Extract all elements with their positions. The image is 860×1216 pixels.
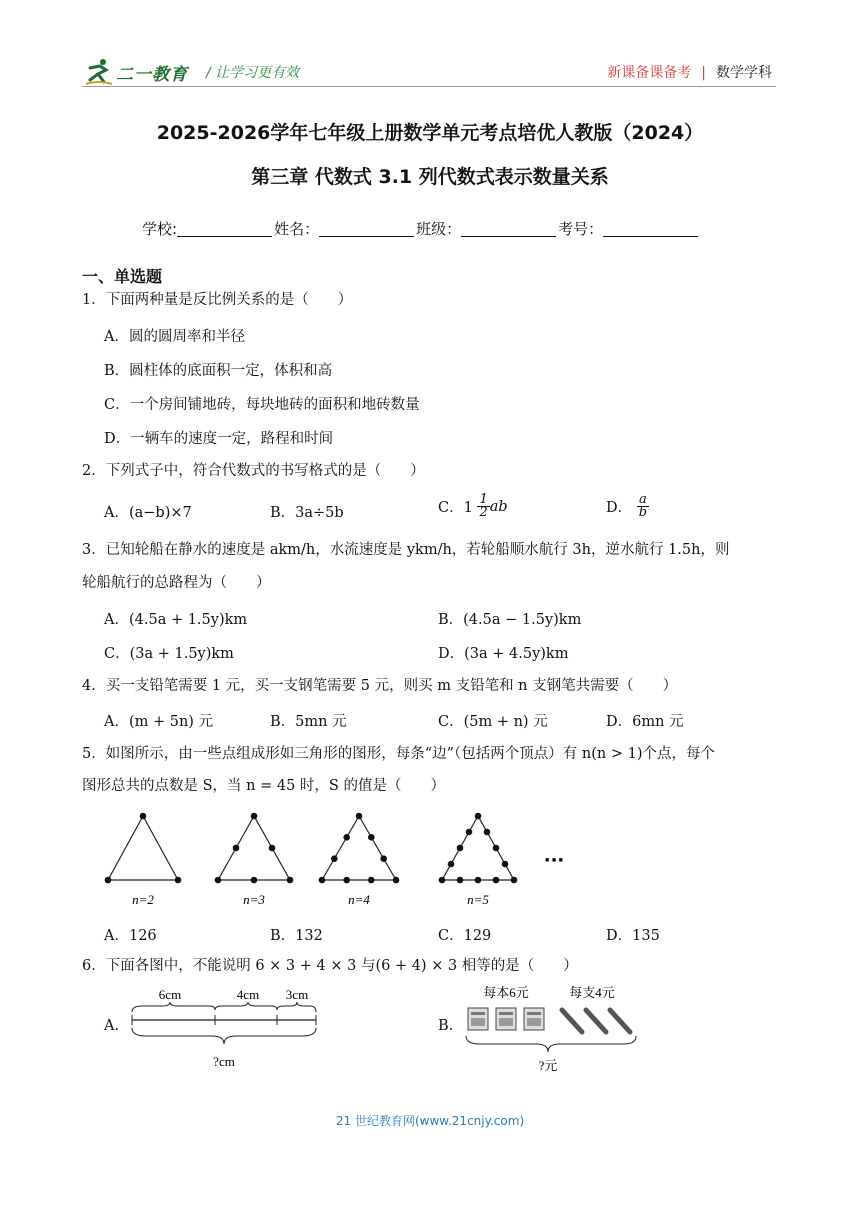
- figure-ellipsis: ···: [543, 850, 565, 871]
- frac-denominator: 2: [479, 505, 488, 520]
- header-divider: [82, 86, 776, 87]
- q5-option-b: B．132: [270, 928, 323, 944]
- q4-option-d: D．6mn 元: [606, 714, 684, 730]
- name-label: 姓名：: [274, 220, 320, 238]
- q1-option-a: A．圆的圆周率和半径: [104, 329, 245, 345]
- q2-option-c: [438, 494, 508, 519]
- question-4-stem: 4．买一支铅笔需要 1 元，买一支钢笔需要 5 元，则买 m 支铅笔和 n 支钢笔共需要（ ）: [82, 678, 678, 694]
- q4-option-c: C．(5m + n) 元: [438, 714, 548, 730]
- book-icon: [468, 1008, 488, 1030]
- header-subject-label: 数学学科: [716, 65, 772, 81]
- logo-text: 二一教育: [116, 64, 188, 85]
- q1-option-c: C．一个房间铺地砖，每块地砖的面积和地砖数量: [104, 397, 420, 413]
- footer-source[interactable]: 21 世纪教育网(www.21cnjy.com): [335, 1114, 525, 1128]
- q5-option-c: C．129: [438, 928, 492, 944]
- q2-option-c-label: C．1: [438, 500, 473, 516]
- triangle-n3: [215, 813, 294, 907]
- question-1-stem: 1．下面两种量是反比例关系的是（ ）: [82, 292, 353, 308]
- number-field[interactable]: [603, 218, 698, 237]
- class-label: 班级：: [416, 220, 462, 238]
- total-label-cm: ?cm: [213, 1054, 235, 1069]
- segment-label-3cm: 3cm: [285, 987, 309, 1002]
- school-label: 学校:: [142, 220, 178, 238]
- pen-icon: [562, 1010, 582, 1032]
- pen-icon: [586, 1010, 606, 1032]
- segment-label-6cm: 6cm: [158, 987, 182, 1002]
- student-info: [142, 218, 700, 239]
- triangle-n4: [319, 813, 400, 907]
- label-n2: n=2: [132, 892, 154, 907]
- q2-option-b: B．3a÷5b: [270, 505, 344, 521]
- slogan: / 让学习更有效: [206, 65, 300, 81]
- question-2-stem: 2．下列式子中，符合代数式的书写格式的是（ ）: [82, 463, 425, 479]
- label-n3: n=3: [243, 892, 265, 907]
- q3-option-b: B．(4.5a − 1.5y)km: [438, 612, 582, 628]
- header-course-label: 新课备课备考: [607, 65, 692, 81]
- q2-option-c-fraction: [477, 494, 489, 519]
- q1-option-b: B．圆柱体的底面积一定，体积和高: [104, 363, 333, 379]
- frac-numerator: 1: [479, 492, 488, 507]
- question-3-stem-line1: 3．已知轮船在静水的速度是 akm/h，水流速度是 ykm/h，若轮船顺水航行 3h，逆水航行 1.5h，则: [82, 542, 730, 558]
- q4-option-a: A．(m + 5n) 元: [104, 714, 214, 730]
- book-icon: [524, 1008, 544, 1030]
- q2-option-d-label: D．: [606, 500, 633, 516]
- segment-label-4cm: 4cm: [236, 987, 260, 1002]
- triangle-dot-figures: [96, 808, 576, 910]
- doc-title: 2025-2026学年七年级上册数学单元考点培优人教版（2024）: [156, 122, 704, 144]
- class-field[interactable]: [461, 218, 556, 237]
- q6-option-b-label: B.: [438, 1018, 454, 1034]
- pen-price-label: 每支4元: [569, 985, 615, 1000]
- label-n4: n=4: [348, 892, 370, 907]
- header-brand: [84, 58, 299, 86]
- book-price-label: 每本6元: [483, 985, 529, 1000]
- q1-option-d: D．一辆车的速度一定，路程和时间: [104, 431, 334, 447]
- q3-option-d: D．(3a + 4.5y)km: [438, 646, 569, 662]
- label-n5: n=5: [467, 892, 489, 907]
- q5-option-a: A．126: [104, 928, 157, 944]
- header-separator: |: [701, 65, 706, 81]
- doc-subtitle: 第三章 代数式 3.1 列代数式表示数量关系: [251, 166, 609, 188]
- frac-denominator: b: [638, 505, 648, 520]
- school-field[interactable]: [177, 218, 272, 237]
- q3-option-c: C．(3a + 1.5y)km: [104, 646, 234, 662]
- question-5-stem-line2: 图形总共的点数是 S，当 n = 45 时，S 的值是（ ）: [82, 778, 445, 794]
- q6-option-a-label: A.: [104, 1018, 120, 1034]
- q2-option-c-tail: ab: [489, 498, 508, 515]
- header-subject: [607, 62, 772, 82]
- triangle-n2: [105, 813, 182, 907]
- question-3-stem-line2: 轮船航行的总路程为（ ）: [82, 575, 271, 591]
- total-label-yuan: ?元: [538, 1058, 558, 1073]
- name-field[interactable]: [319, 218, 414, 237]
- triangle-n5: [439, 813, 518, 907]
- question-5-stem-line1: 5．如图所示，由一些点组成形如三角形的图形，每条“边”（包括两个顶点）有 n(n > 1)个点，每个: [82, 746, 715, 762]
- q6-figure-a: [122, 984, 332, 1074]
- q2-option-d: [606, 494, 649, 519]
- book-icon: [496, 1008, 516, 1030]
- frac-numerator: a: [637, 494, 649, 507]
- section-heading: 一、单选题: [82, 267, 163, 286]
- q2-option-d-fraction: [637, 494, 649, 519]
- q6-figure-b: [460, 980, 650, 1076]
- q2-option-a: A．(a−b)×7: [104, 505, 192, 521]
- number-label: 考号：: [558, 220, 604, 238]
- q5-option-d: D．135: [606, 928, 660, 944]
- q3-option-a: A．(4.5a + 1.5y)km: [104, 612, 248, 628]
- pen-icon: [610, 1010, 630, 1032]
- q4-option-b: B．5mn 元: [270, 714, 347, 730]
- logo-runner-icon: [84, 58, 114, 86]
- question-6-stem: 6．下面各图中，不能说明 6 × 3 + 4 × 3 与(6 + 4) × 3 相等的是（ ）: [82, 958, 578, 974]
